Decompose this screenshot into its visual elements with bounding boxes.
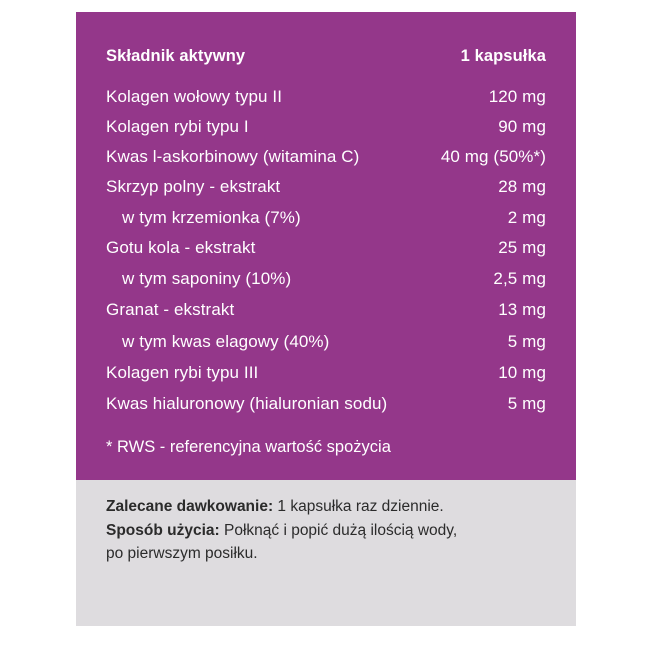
ingredient-amount: 5 mg <box>507 332 546 351</box>
ingredient-name: w tym saponiny (10%) <box>122 269 292 288</box>
table-row <box>106 359 546 387</box>
ingredient-name: Kolagen rybi typu I <box>106 117 249 136</box>
ingredient-amount: 28 mg <box>498 177 546 196</box>
table-row <box>106 390 546 418</box>
ingredient-amount: 5 mg <box>507 394 546 413</box>
ingredient-amount: 120 mg <box>488 87 546 106</box>
ingredient-name: w tym krzemionka (7%) <box>122 208 301 227</box>
usage-instructions <box>106 520 457 542</box>
ingredient-name: Gotu kola - ekstrakt <box>106 238 256 257</box>
ingredient-name: Skrzyp polny - ekstrakt <box>106 177 281 196</box>
header-ingredient: Składnik aktywny <box>106 46 246 65</box>
table-header <box>106 42 546 70</box>
table-row <box>106 113 546 141</box>
ingredient-amount: 2 mg <box>507 208 546 227</box>
ingredient-amount: 2,5 mg <box>493 269 546 288</box>
usage-text: Połknąć i popić dużą ilością wody, <box>219 522 458 539</box>
table-row <box>106 83 546 111</box>
recommended-dosage-label: Zalecane dawkowanie: <box>106 498 274 515</box>
ingredient-amount: 40 mg (50%*) <box>440 147 546 166</box>
ingredient-amount: 25 mg <box>498 238 546 257</box>
ingredient-name: Kwas hialuronowy (hialuronian sodu) <box>106 394 388 413</box>
ingredient-amount: 10 mg <box>498 363 546 382</box>
table-row <box>106 173 546 201</box>
ingredients-panel <box>76 12 576 480</box>
recommended-dosage-text: 1 kapsułka raz dziennie. <box>273 498 444 515</box>
ingredient-name: w tym kwas elagowy (40%) <box>122 332 330 351</box>
recommended-dosage <box>106 496 444 518</box>
table-row <box>106 143 546 171</box>
table-row <box>106 234 546 262</box>
ingredient-name: Kolagen rybi typu III <box>106 363 259 382</box>
table-row <box>106 328 546 356</box>
rws-footnote: * RWS - referencyjna wartość spożycia <box>106 438 391 456</box>
usage-label: Sposób użycia: <box>106 522 220 539</box>
table-row <box>106 296 546 324</box>
ingredient-amount: 90 mg <box>498 117 546 136</box>
ingredient-name: Granat - ekstrakt <box>106 300 235 319</box>
dosage-panel <box>76 480 576 626</box>
header-amount: 1 kapsułka <box>460 46 546 65</box>
table-row <box>106 204 546 232</box>
ingredient-name: Kolagen wołowy typu II <box>106 87 283 106</box>
ingredient-name: Kwas l-askorbinowy (witamina C) <box>106 147 360 166</box>
supplement-facts-card <box>76 12 576 626</box>
table-row <box>106 265 546 293</box>
ingredient-amount: 13 mg <box>498 300 546 319</box>
usage-instructions-continued: po pierwszym posiłku. <box>106 545 258 562</box>
